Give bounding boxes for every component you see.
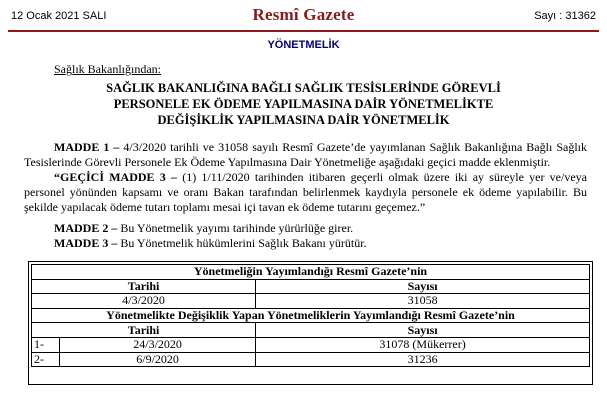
issue-date: 12 Ocak 2021 SALI — [11, 10, 107, 22]
column-header-date: Tarihi — [32, 279, 256, 294]
table-section-title: Yönetmelikte Değişiklik Yapan Yönetmeliklerin Yayımlandığı Resmî Gazete’nin — [32, 308, 590, 323]
regulation-title — [40, 80, 567, 128]
table-cell-date: 6/9/2020 — [60, 352, 256, 367]
provisional-article-3 — [24, 170, 587, 214]
article-3 — [24, 236, 587, 251]
table-section-title: Yönetmeliğin Yayımlandığı Resmî Gazete’nin — [32, 265, 590, 280]
gazette-title: Resmî Gazete — [252, 5, 355, 24]
table-cell-index: 1- — [32, 337, 60, 352]
article-label: MADDE 2 – — [54, 221, 118, 235]
column-header-number: Sayısı — [256, 279, 590, 294]
article-label: MADDE 1 – — [54, 140, 120, 154]
table-row — [32, 265, 590, 280]
column-header-number: Sayısı — [256, 323, 590, 338]
table-row — [32, 337, 590, 352]
table-row — [32, 294, 590, 309]
regulation-title-line: DEĞİŞİKLİK YAPILMASINA DAİR YÖNETMELİK — [157, 113, 450, 127]
table-row — [32, 323, 590, 338]
gazette-header — [8, 0, 599, 31]
table-cell-date: 4/3/2020 — [32, 294, 256, 309]
table-cell-number: 31078 (Mükerrer) — [256, 337, 590, 352]
gazette-history-table — [31, 264, 590, 367]
table-cell-number: 31236 — [256, 352, 590, 367]
issuing-ministry: Sağlık Bakanlığından: — [54, 62, 161, 76]
table-row — [32, 352, 590, 367]
table-row — [32, 279, 590, 294]
table-cell-index: 2- — [32, 352, 60, 367]
section-heading: YÖNETMELİK — [267, 39, 340, 51]
table-row — [32, 308, 590, 323]
table-cell-date: 24/3/2020 — [60, 337, 256, 352]
regulation-title-line: SAĞLIK BAKANLIĞINA BAĞLI SAĞLIK TESİSLERİNDE GÖREVLİ — [106, 81, 501, 95]
article-1 — [24, 140, 587, 170]
header-divider — [8, 30, 599, 32]
article-2 — [24, 221, 587, 236]
article-label: MADDE 3 – — [54, 236, 118, 250]
article-text: Bu Yönetmelik yayımı tarihinde yürürlüğe girer. — [117, 221, 354, 235]
column-header-date: Tarihi — [32, 323, 256, 338]
issue-number: Sayı : 31362 — [534, 10, 596, 22]
article-label: “GEÇİCİ MADDE 3 – — [54, 170, 177, 184]
article-text: (1) 1/11/2020 tarihinden itibaren geçerli olmak üzere iki ay süreyle yer ve/veya personel yönünden kapsamı ve oranı Bakan tarafından belirlenmek kaydıyla personele ek ödeme yapılabilir. Bu şekilde yapılacak ödeme tutarı toplamı mesai içi tavan ek ödeme tutarını geçemez.” — [24, 170, 587, 214]
article-text: 4/3/2020 tarihli ve 31058 sayılı Resmî Gazete’de yayımlanan Sağlık Bakanlığına Bağlı Sağlık Tesislerinde Görevli Personele Ek Ödeme Yapılmasına Dair Yönetmeliğe aşağıdaki geçici madde eklenmiştir. — [24, 140, 587, 169]
regulation-title-line: PERSONELE EK ÖDEME YAPILMASINA DAİR YÖNETMELİKTE — [113, 97, 494, 111]
article-text: Bu Yönetmelik hükümlerini Sağlık Bakanı yürütür. — [117, 236, 367, 250]
table-cell-number: 31058 — [256, 294, 590, 309]
